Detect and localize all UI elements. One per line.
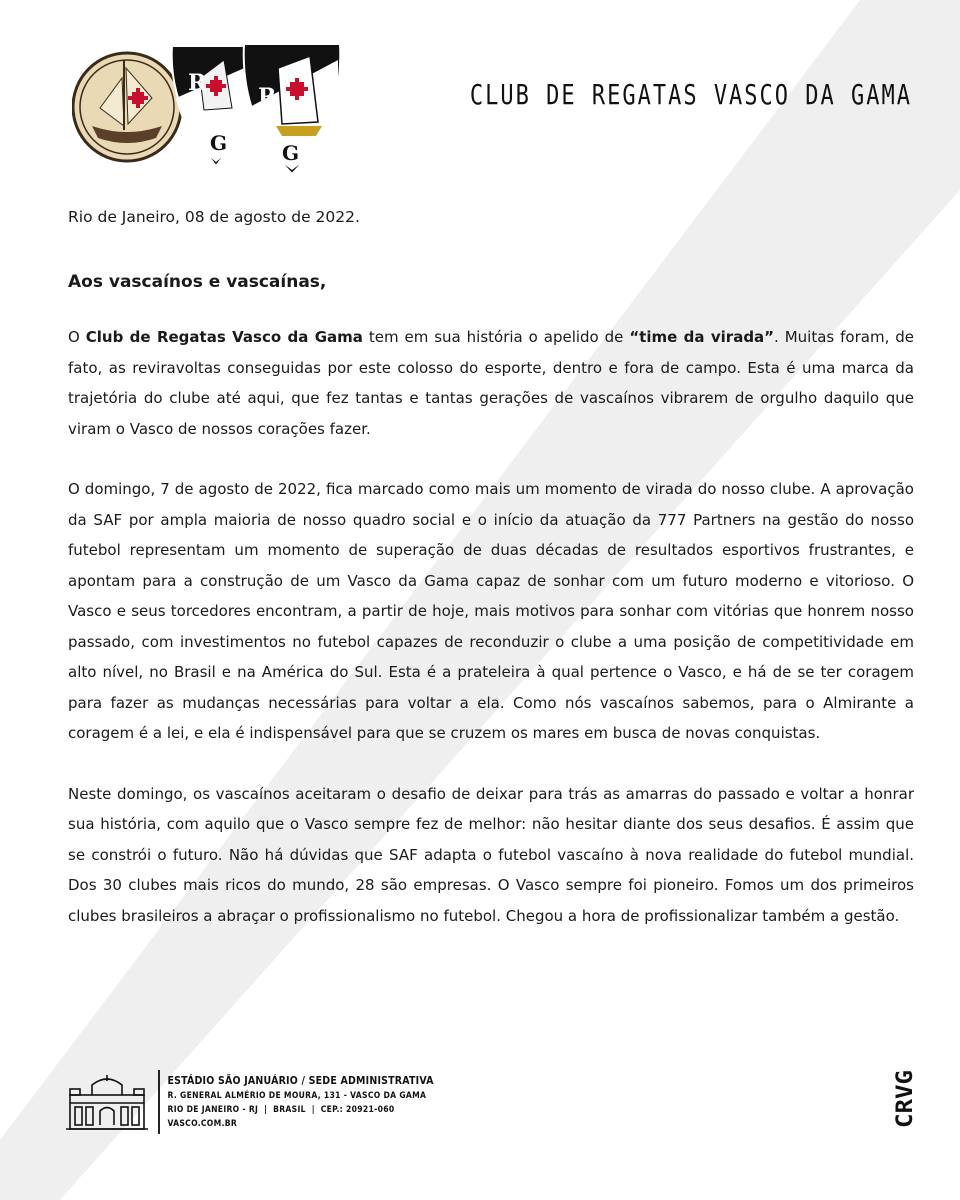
paragraph-1-pre: O: [68, 328, 86, 346]
club-name-bold: Club de Regatas Vasco da Gama: [85, 328, 363, 346]
footer-line-street: R. GENERAL ALMÉRIO DE MOURA, 131 - VASCO DA GAMA: [167, 1091, 427, 1101]
crest-historic-icon: [73, 53, 181, 161]
svg-text:G: G: [210, 131, 228, 155]
svg-text:R: R: [258, 84, 277, 110]
letter-paragraph-3: Neste domingo, os vascaínos aceitaram o desafio de deixar para trás as amarras do passado e voltar a honrar sua história, com aquilo que o Vasco sempre fez de melhor: não hesitar diante dos seus desafios. É assim que se constrói o futuro. Não há dúvidas que SAF adapta o futebol vascaíno à nova realidade do futebol mundial. Dos 30 clubes mais ricos do mundo, 28 são empresas. O Vasco sempre foi pioneiro. Fomos um dos primeiros clubes brasileiros a abraçar o profissionalismo no futebol. Chegou a hora de profissionalizar também a gestão.: [68, 784, 914, 925]
club-name-heading: CLUB DE REGATAS VASCO DA GAMA: [469, 80, 912, 112]
svg-text:R: R: [188, 70, 207, 96]
footer-address: [168, 1075, 434, 1129]
footer-line-venue: ESTÁDIO SÃO JANUÁRIO / SEDE ADMINISTRATIVA: [167, 1075, 434, 1087]
svg-text:CRVG: CRVG: [893, 1075, 918, 1128]
crest-current-icon: [244, 44, 341, 174]
paragraph-1-mid: tem em sua história o apelido de: [362, 328, 630, 346]
footer-divider: [158, 1070, 160, 1134]
stadium-facade-icon: [66, 1073, 148, 1131]
letter-date: Rio de Janeiro, 08 de agosto de 2022.: [68, 208, 360, 226]
letter-salutation: Aos vascaínos e vascaínas,: [68, 272, 327, 292]
letter-paragraph-1: [68, 322, 914, 444]
letter-paragraph-2: O domingo, 7 de agosto de 2022, fica marcado como mais um momento de virada do nosso clube. A aprovação da SAF por ampla maioria de nosso quadro social e o início da atuação da 777 Partners na gestão do nosso futebol representam um momento de superação de duas décadas de resultados esportivos frustrantes, e apontam para a construção de um Vasco da Gama capaz de sonhar com um futuro moderno e vitorioso. O Vasco e seus torcedores encontram, a partir de hoje, mais motivos para sonhar com vitórias que honrem nosso passado, com investimentos no futebol capazes de reconduzir o clube a uma posição de competitividade em alto nível, no Brasil e na América do Sul. Esta é a prateleira à qual pertence o Vasco, e há de se ter coragem para fazer as mudanças necessárias para voltar a ela. Como nós vascaínos sabemos, para o Almirante a coragem é a lei, e ela é indispensável para que se cruzem os mares em busca de novas conquistas.: [68, 480, 914, 742]
svg-text:G: G: [282, 141, 300, 165]
crvg-monogram-icon: [868, 1068, 918, 1130]
club-crests-logo: [72, 38, 342, 176]
paragraph-1-post: . Muitas foram, de fato, as reviravoltas conseguidas por este colosso do esporte, dentro e fora de campo. Esta é uma marca da trajetória do clube até aqui, que fez tantas e tantas gerações de vascaínos vibrarem de orgulho daquilo que viram o Vasco de nossos corações fazer.: [68, 328, 915, 438]
footer-address-block: [66, 1070, 434, 1134]
footer-line-website: VASCO.COM.BR: [167, 1119, 238, 1129]
footer-line-city: RIO DE JANEIRO - RJ | BRASIL | CEP.: 20921-060: [167, 1105, 395, 1115]
nickname-bold: “time da virada”: [629, 328, 775, 346]
letter-body: [68, 208, 914, 961]
